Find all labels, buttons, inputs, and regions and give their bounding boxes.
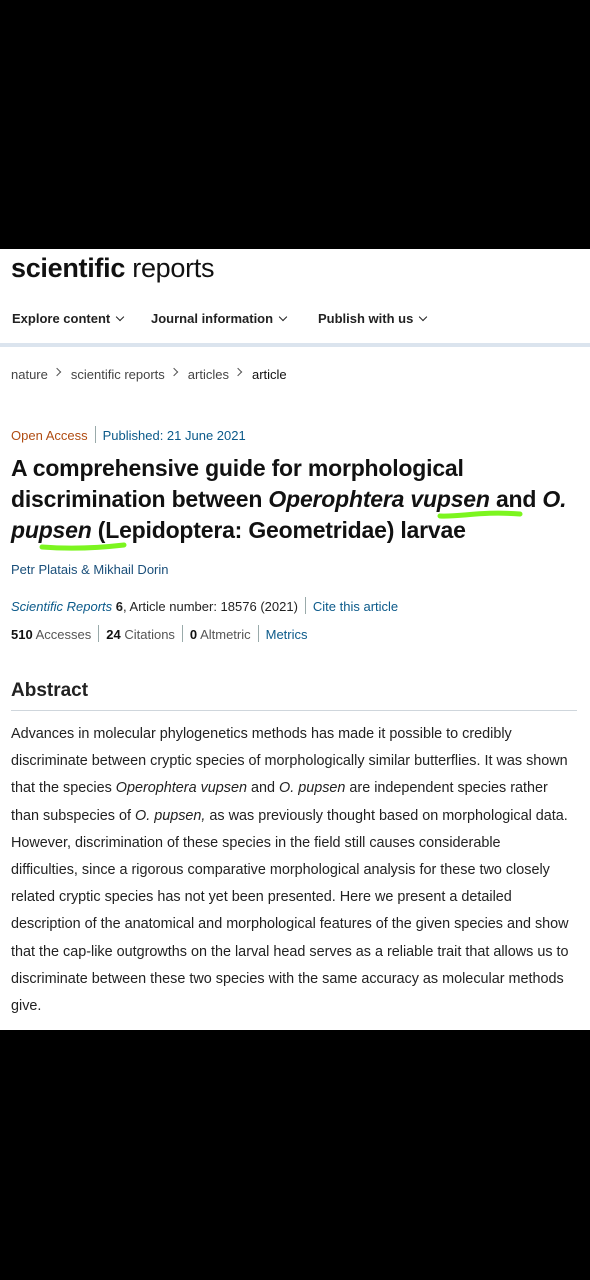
abstract-text	[11, 721, 571, 1020]
divider	[182, 625, 183, 642]
article-page	[0, 249, 590, 1030]
chevron-down-icon	[419, 313, 427, 321]
volume: 6	[115, 599, 124, 614]
title-species: O. pupsen	[11, 486, 567, 543]
article-title	[11, 453, 586, 546]
published-date: Published: 21 June 2021	[102, 428, 246, 443]
cite-this-article-link[interactable]: Cite this article	[312, 599, 399, 614]
article-meta	[11, 428, 246, 445]
species-name: O. pupsen	[279, 780, 346, 797]
abstract-heading: Abstract	[11, 680, 89, 701]
title-part: A comprehensive guide for morphological discrimination between	[11, 455, 464, 512]
breadcrumb-article: article	[251, 367, 287, 383]
article-number: , Article number: 18576 (2021)	[123, 599, 298, 614]
chevron-right-icon	[234, 367, 242, 375]
nav-label: Journal information	[151, 311, 274, 326]
chevron-right-icon	[170, 367, 178, 375]
title-species: Operophtera vupsen	[268, 486, 490, 512]
main-nav	[0, 311, 590, 347]
nav-journal-information[interactable]	[151, 311, 286, 326]
abstract-sentence: Advances in molecular phylogenetics methods has made it possible to credibly discriminate between cryptic species of morphologically similar butterflies. It was shown that the species	[11, 726, 568, 797]
breadcrumb-articles[interactable]: articles	[187, 367, 229, 383]
journal-name[interactable]: Scientific Reports	[11, 599, 113, 614]
author-list[interactable]: Petr Platais & Mikhail Dorin	[11, 562, 169, 577]
open-access-badge: Open Access	[11, 428, 88, 443]
breadcrumb-scientific-reports[interactable]: scientific reports	[70, 367, 165, 383]
altmetric-count: 0	[189, 627, 198, 642]
chevron-down-icon	[116, 313, 124, 321]
metrics-link[interactable]: Metrics	[265, 627, 308, 642]
divider	[305, 597, 306, 614]
abstract-sentence: are independent species rather than subspecies of	[11, 780, 548, 824]
breadcrumb	[11, 366, 287, 382]
nav-explore-content[interactable]	[12, 311, 123, 326]
citations-label: Citations	[124, 627, 175, 642]
accesses-label: Accesses	[35, 627, 92, 642]
nav-label: Publish with us	[318, 311, 414, 326]
divider	[98, 625, 99, 642]
journal-logo[interactable]	[11, 253, 214, 284]
citations-count: 24	[106, 627, 121, 642]
nav-label: Explore content	[12, 311, 111, 326]
species-name: Operophtera vupsen	[115, 780, 247, 797]
divider	[95, 426, 96, 443]
nav-publish-with-us[interactable]	[318, 311, 426, 326]
accesses-count: 510	[11, 627, 33, 642]
abstract-sentence: and	[247, 780, 280, 797]
article-metrics	[11, 627, 308, 644]
citation-line	[11, 599, 398, 616]
title-part: and	[489, 486, 543, 512]
chevron-right-icon	[53, 367, 61, 375]
species-name: O. pupsen,	[135, 807, 206, 824]
divider	[11, 710, 577, 711]
abstract-sentence: as was previously thought based on morphological data. However, discrimination of these species in the field still causes considerable difficulties, since a rigorous comparative morphological analysis for these two closely related cryptic species has not yet been presented. Here we present a detailed description of the anatomical and morphological features of the given species and show that the cap-like outgrowths on the larval head serves as a reliable trait that allows us to discriminate between these two species with the same accuracy as molecular methods give.	[11, 807, 569, 1015]
brand-light: reports	[132, 253, 215, 283]
title-part: (Lepidoptera: Geometridae) larvae	[91, 517, 466, 543]
divider	[258, 625, 259, 642]
brand-bold: scientific	[11, 253, 126, 283]
chevron-down-icon	[279, 313, 287, 321]
altmetric-label: Altmetric	[200, 627, 251, 642]
breadcrumb-nature[interactable]: nature	[11, 367, 48, 383]
